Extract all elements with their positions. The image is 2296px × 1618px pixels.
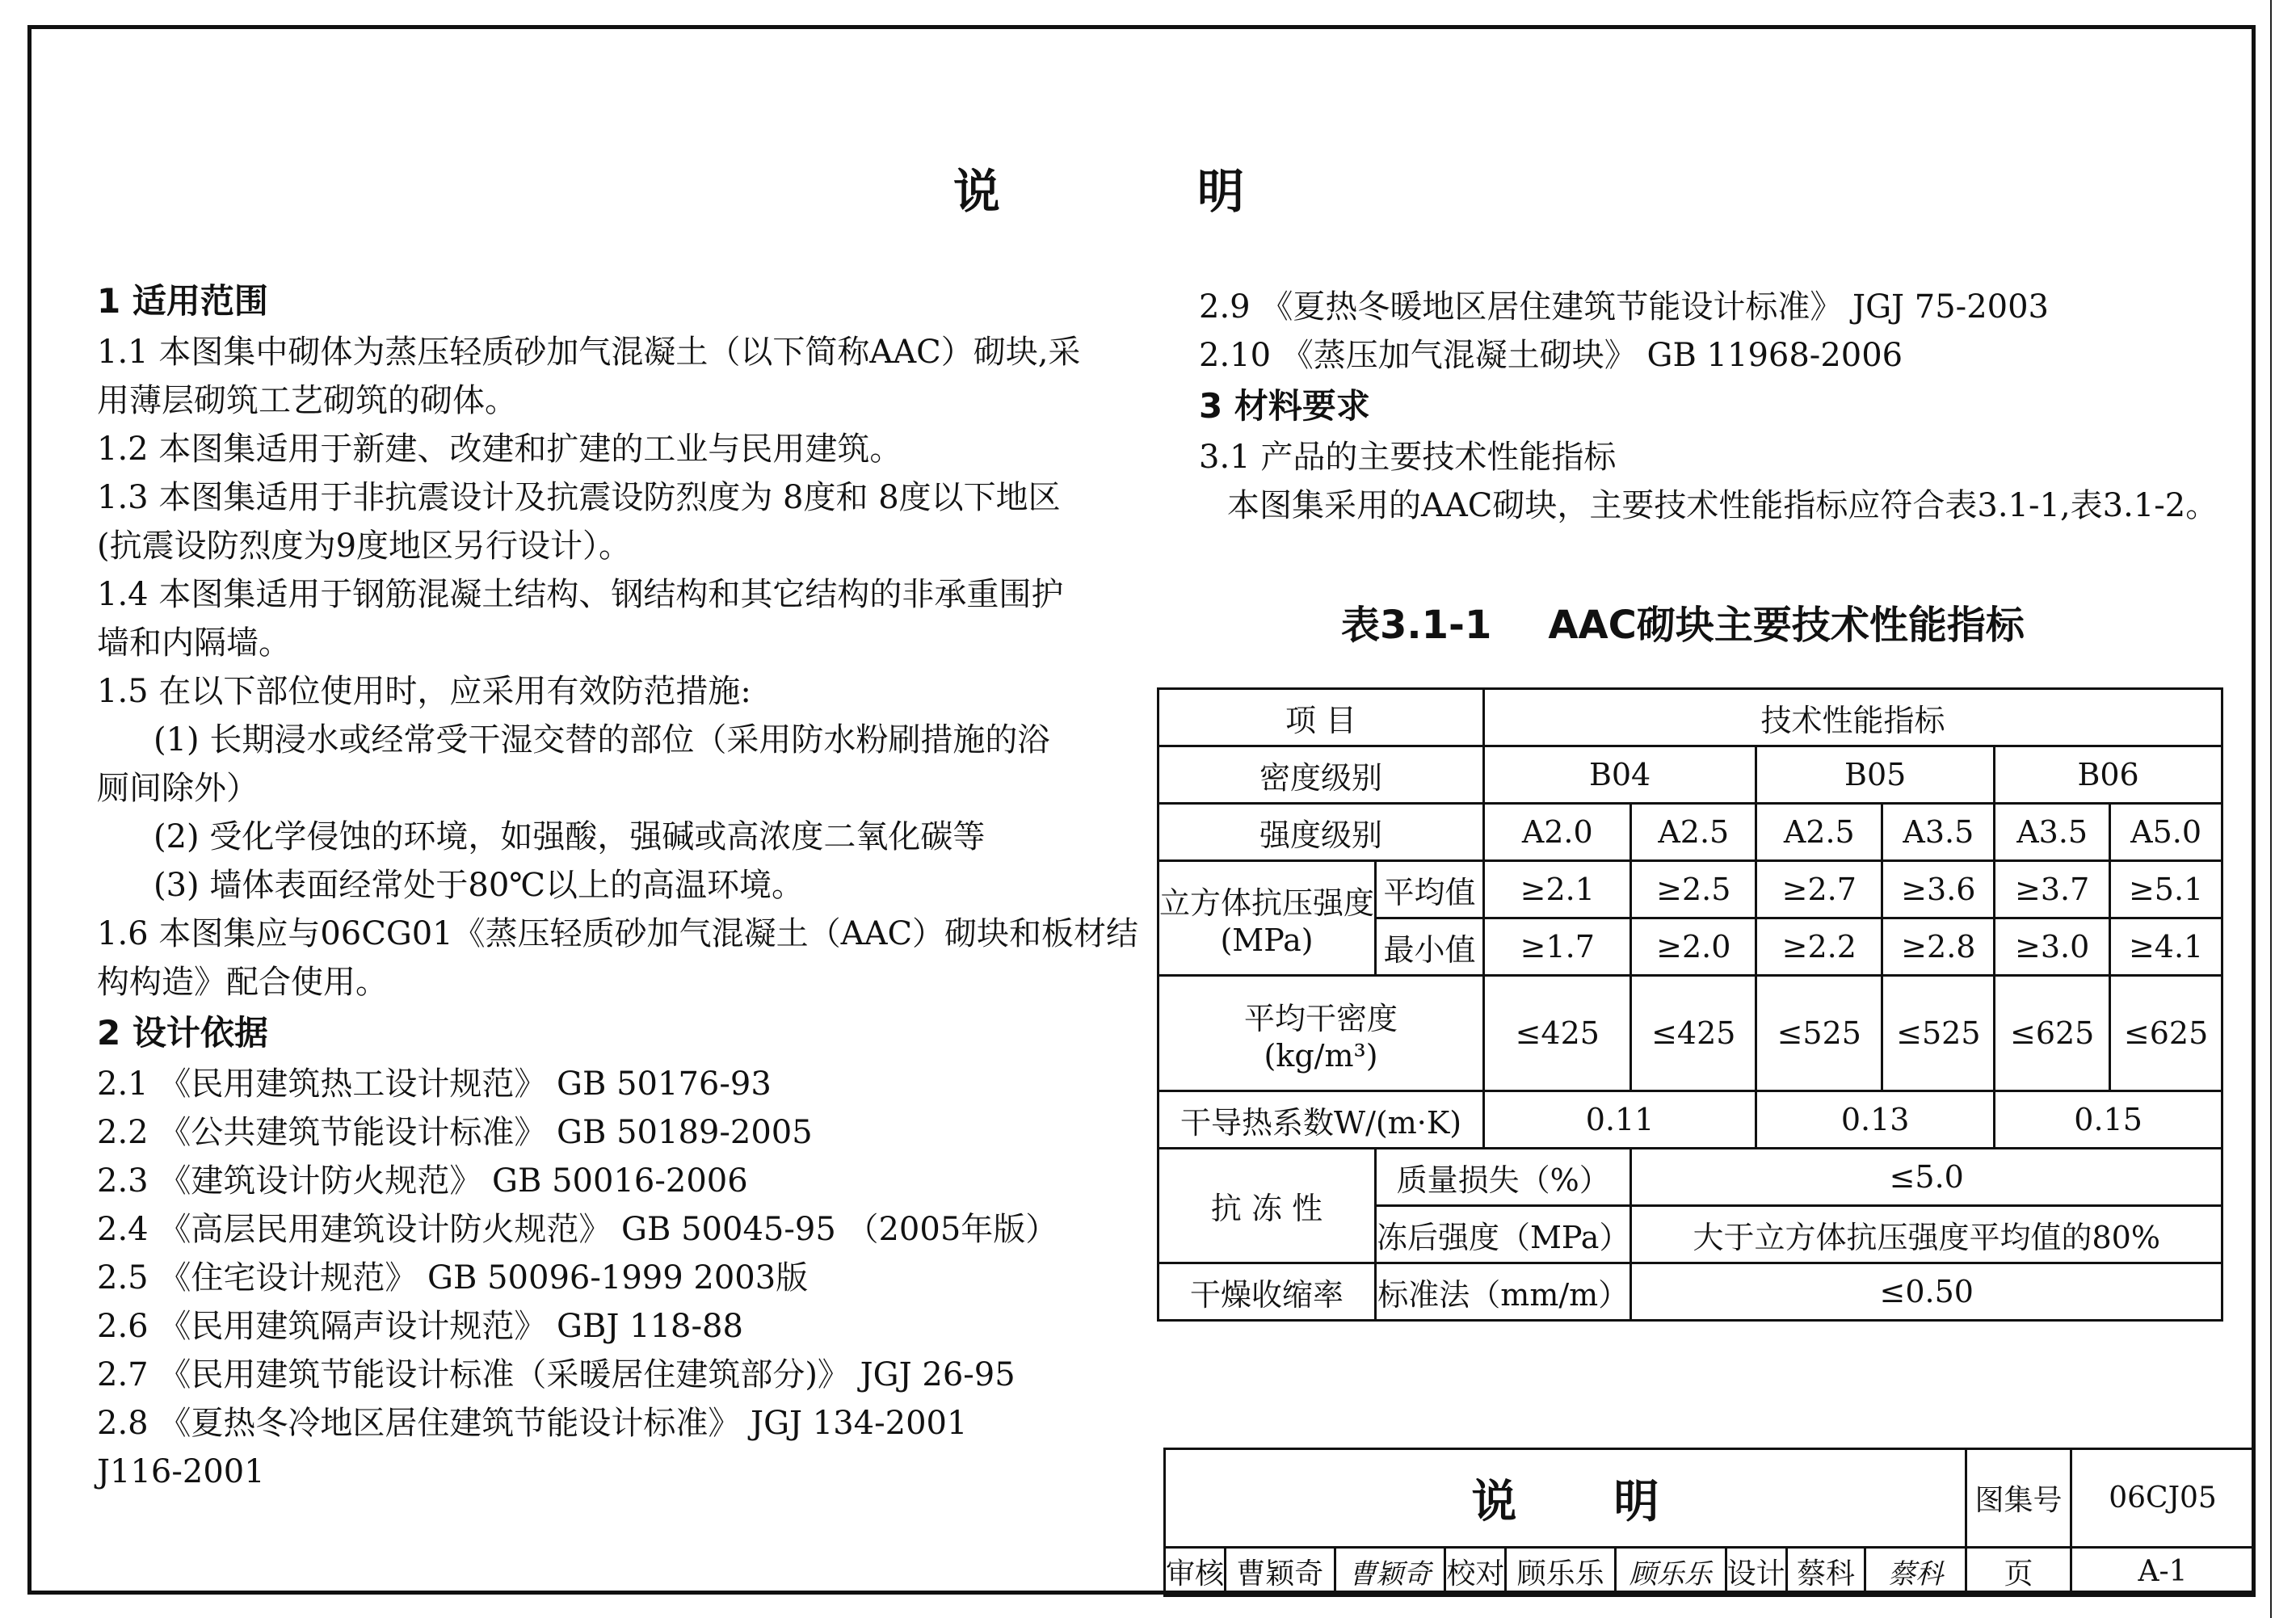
para-2-7: 2.7 《民用建筑节能设计标准（采暖居住建筑部分)》 JGJ 26-95 — [97, 1356, 1016, 1393]
designer-signature: 蔡科 — [1865, 1548, 1966, 1596]
row-label-density: 密度级别 — [1159, 746, 1484, 804]
table-row — [1159, 746, 2222, 804]
row-label-conductivity: 干导热系数W/(m·K) — [1159, 1091, 1484, 1149]
title-block-title: 说 明 — [1165, 1449, 1966, 1548]
para-1-3-cont: (抗震设防烈度为9度地区另行设计）。 — [97, 527, 632, 565]
cell: 0.13 — [1756, 1091, 1995, 1149]
para-2-9: 2.9 《夏热冬暖地区居住建筑节能设计标准》 JGJ 75-2003 — [1199, 288, 2049, 326]
cell: ≤425 — [1484, 976, 1631, 1091]
page-number: A-1 — [2071, 1548, 2255, 1596]
checker-signature: 顾乐乐 — [1615, 1548, 1726, 1596]
para-1-5-3: (3) 墙体表面经常处于80℃以上的高温环境。 — [153, 867, 805, 904]
cell: ≥2.0 — [1631, 918, 1756, 976]
table-title: AAC砌块主要技术性能指标 — [1548, 603, 2025, 648]
sub-label-average: 平均值 — [1376, 861, 1484, 918]
para-1-1-cont: 用薄层砌筑工艺砌筑的砌体。 — [97, 382, 517, 419]
cell: B06 — [1995, 746, 2222, 804]
para-3-1: 3.1 产品的主要技术性能指标 — [1199, 439, 1617, 476]
checker-name: 顾乐乐 — [1506, 1548, 1616, 1596]
para-1-5-1-cont: 厕间除外） — [97, 770, 259, 807]
sub-label-standard-method: 标准法（mm/m） — [1376, 1263, 1631, 1321]
para-1-4: 1.4 本图集适用于钢筋混凝土结构、钢结构和其它结构的非承重围护 — [97, 576, 1064, 613]
para-1-5-2: (2) 受化学侵蚀的环境，如强酸，强碱或高浓度二氧化碳等 — [153, 818, 986, 855]
table-row — [1159, 689, 2222, 746]
sub-label-mass-loss: 质量损失（%） — [1376, 1149, 1631, 1206]
cell: B04 — [1484, 746, 1756, 804]
cell: A2.0 — [1484, 804, 1631, 861]
para-2-4: 2.4 《高层民用建筑设计防火规范》 GB 50045-95 （2005年版） — [97, 1211, 1058, 1248]
para-2-5: 2.5 《住宅设计规范》 GB 50096-1999 2003版 — [97, 1259, 809, 1297]
sub-label-minimum: 最小值 — [1376, 918, 1484, 976]
check-label: 校对 — [1445, 1548, 1506, 1596]
cell: 0.11 — [1484, 1091, 1756, 1149]
para-1-3: 1.3 本图集适用于非抗震设计及抗震设防烈度为 8度和 8度以下地区 — [97, 479, 1061, 516]
header-item: 项 目 — [1159, 689, 1484, 746]
cell: A3.5 — [1995, 804, 2110, 861]
cell: A2.5 — [1631, 804, 1756, 861]
para-1-5-1: (1) 长期浸水或经常受干湿交替的部位（采用防水粉刷措施的浴 — [153, 721, 1050, 759]
para-2-8: 2.8 《夏热冬冷地区居住建筑节能设计标准》 JGJ 134-2001 — [97, 1405, 968, 1442]
cell: ≥1.7 — [1484, 918, 1631, 976]
cell: 0.15 — [1995, 1091, 2222, 1149]
cell: ≤525 — [1756, 976, 1882, 1091]
left-column — [97, 275, 1139, 1496]
reviewer-signature: 曹颖奇 — [1335, 1548, 1445, 1596]
title-block — [1163, 1448, 2256, 1597]
sub-label-post-freeze: 冻后强度（MPa） — [1376, 1206, 1631, 1263]
row-label-dry-density: 平均干密度 (kg/m³) — [1159, 976, 1484, 1091]
right-column — [1199, 283, 2265, 530]
section-2-heading: 2 设计依据 — [97, 1013, 268, 1053]
table-row — [1159, 1149, 2222, 1206]
review-label: 审核 — [1165, 1548, 1226, 1596]
cell: ≥2.2 — [1756, 918, 1882, 976]
page-title: 说 明 — [953, 164, 1244, 219]
cell: ≥3.7 — [1995, 861, 2110, 918]
cell: A3.5 — [1882, 804, 1995, 861]
cell: ≤525 — [1882, 976, 1995, 1091]
cell: ≥3.6 — [1882, 861, 1995, 918]
cell: ≥4.1 — [2110, 918, 2222, 976]
cell: A5.0 — [2110, 804, 2222, 861]
reviewer-name: 曹颖奇 — [1226, 1548, 1335, 1596]
para-2-3: 2.3 《建筑设计防火规范》 GB 50016-2006 — [97, 1162, 748, 1200]
cell: ≥5.1 — [2110, 861, 2222, 918]
header-performance: 技术性能指标 — [1484, 689, 2222, 746]
cell: ≥2.1 — [1484, 861, 1631, 918]
para-2-1: 2.1 《民用建筑热工设计规范》 GB 50176-93 — [97, 1065, 772, 1103]
cell: ≤425 — [1631, 976, 1756, 1091]
page-label: 页 — [1966, 1548, 2071, 1596]
table-row — [1159, 804, 2222, 861]
cell: B05 — [1756, 746, 1995, 804]
binding-line — [2270, 0, 2272, 1618]
para-2-10: 2.10 《蒸压加气混凝土砌块》 GB 11968-2006 — [1199, 337, 1903, 374]
atlas-number: 06CJ05 — [2071, 1449, 2255, 1548]
cell: ≤625 — [2110, 976, 2222, 1091]
cell: 大于立方体抗压强度平均值的80% — [1631, 1206, 2222, 1263]
cell: A2.5 — [1756, 804, 1882, 861]
para-1-4-cont: 墙和内隔墙。 — [97, 624, 291, 662]
table-number: 表3.1-1 — [1341, 603, 1492, 648]
row-label-shrinkage: 干燥收缩率 — [1159, 1263, 1376, 1321]
cell: ≥3.0 — [1995, 918, 2110, 976]
row-label-frost: 抗 冻 性 — [1159, 1149, 1376, 1263]
design-label: 设计 — [1726, 1548, 1786, 1596]
row-label-strength: 强度级别 — [1159, 804, 1484, 861]
designer-name: 蔡科 — [1786, 1548, 1865, 1596]
table-caption — [1341, 594, 2025, 649]
cell: ≥2.5 — [1631, 861, 1756, 918]
table-row — [1159, 1263, 2222, 1321]
section-1-heading: 1 适用范围 — [97, 281, 268, 321]
para-3-1-text: 本图集采用的AAC砌块，主要技术性能指标应符合表3.1-1,表3.1-2。 — [1227, 487, 2218, 524]
cell: ≥2.8 — [1882, 918, 1995, 976]
para-1-2: 1.2 本图集适用于新建、改建和扩建的工业与民用建筑。 — [97, 431, 902, 468]
table-row — [1159, 976, 2222, 1091]
para-1-6: 1.6 本图集应与06CG01《蒸压轻质砂加气混凝土（AAC）砌块和板材结 — [97, 915, 1139, 952]
spec-table — [1157, 687, 2223, 1322]
section-3-heading: 3 材料要求 — [1199, 386, 1370, 426]
para-2-6: 2.6 《民用建筑隔声设计规范》 GBJ 118-88 — [97, 1308, 743, 1345]
cell: ≤0.50 — [1631, 1263, 2222, 1321]
cell: ≤625 — [1995, 976, 2110, 1091]
table-row — [1159, 861, 2222, 918]
cell: ≥2.7 — [1756, 861, 1882, 918]
para-2-2: 2.2 《公共建筑节能设计标准》 GB 50189-2005 — [97, 1114, 813, 1151]
cell: ≤5.0 — [1631, 1149, 2222, 1206]
table-row — [1159, 1091, 2222, 1149]
row-label-cube-strength: 立方体抗压强度 (MPa) — [1159, 861, 1376, 976]
para-2-8-cont: J116-2001 — [97, 1453, 265, 1490]
para-1-1: 1.1 本图集中砌体为蒸压轻质砂加气混凝土（以下简称AAC）砌块,采 — [97, 334, 1081, 371]
para-1-6-cont: 构构造》配合使用。 — [97, 964, 388, 1001]
para-1-5: 1.5 在以下部位使用时，应采用有效防范措施: — [97, 673, 751, 710]
atlas-label: 图集号 — [1966, 1449, 2071, 1548]
